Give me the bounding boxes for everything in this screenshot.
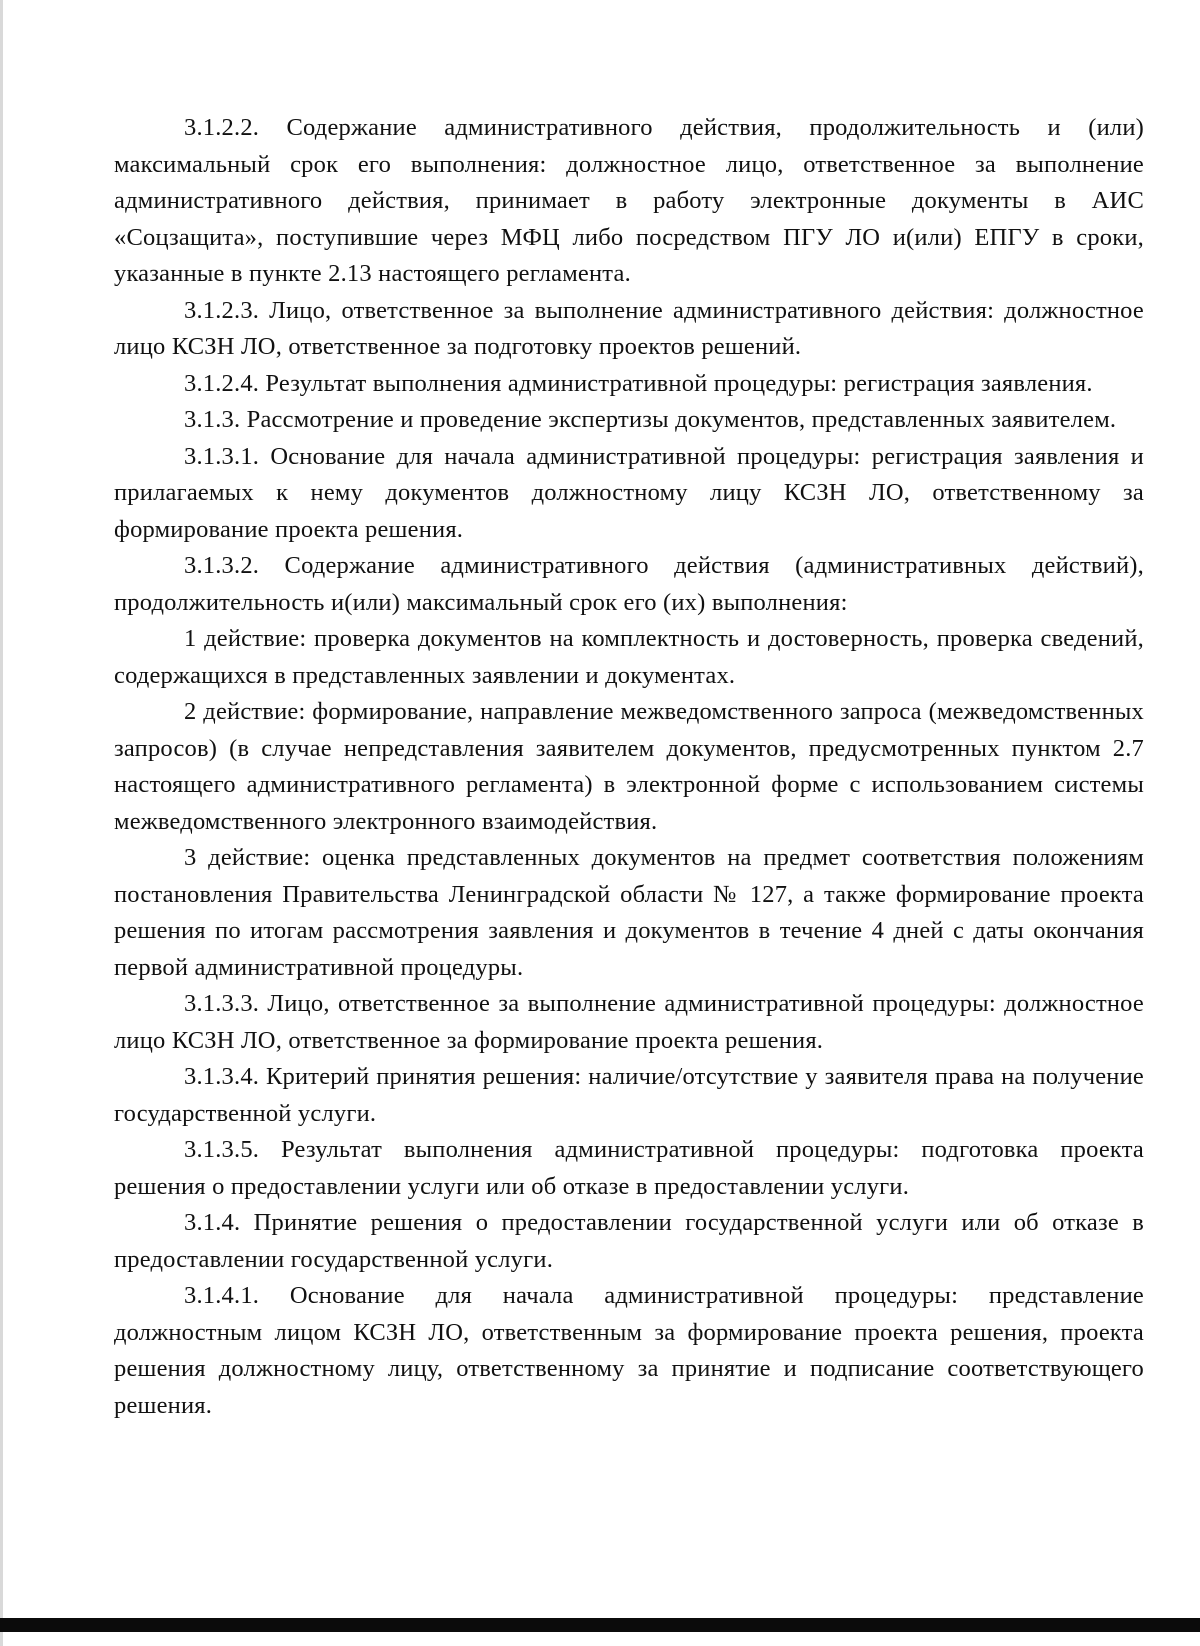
scan-left-edge <box>0 0 3 1646</box>
paragraph-action-1: 1 действие: проверка документов на комплектность и достоверность, проверка сведений, содержащихся в представленных заявлении и документах. <box>114 625 1144 689</box>
paragraph-3-1-2-3: 3.1.2.3. Лицо, ответственное за выполнение административного действия: должностное лицо КСЗН ЛО, ответственное за подготовку проектов решений. <box>114 296 1144 360</box>
scan-bottom-edge <box>0 1618 1200 1632</box>
paragraph-action-2: 2 действие: формирование, направление межведомственного запроса (межведомственных запросов) (в случае непредставления заявителем документов, предусмотренных пунктом 2.7 настоящего административного регламента) в электронной форме с использованием системы межведомственного электронного взаимодействия. <box>114 698 1144 835</box>
paragraph-3-1-2-2: 3.1.2.2. Содержание административного действия, продолжительность и (или) максимальный срок его выполнения: должностное лицо, ответственное за выполнение административного действия, принимает в работу электронные документы в АИС «Соцзащита», поступившие через МФЦ либо посредством ПГУ ЛО и(или) ЕПГУ в сроки, указанные в пункте 2.13 настоящего регламента. <box>114 114 1144 287</box>
paragraph-3-1-3-5: 3.1.3.5. Результат выполнения административной процедуры: подготовка проекта решения о предоставлении услуги или об отказе в предоставлении услуги. <box>114 1136 1144 1200</box>
paragraph-3-1-2-4: 3.1.2.4. Результат выполнения административной процедуры: регистрация заявления. <box>184 369 1093 397</box>
paragraph-3-1-3-3: 3.1.3.3. Лицо, ответственное за выполнение административной процедуры: должностное лицо КСЗН ЛО, ответственное за формирование проекта решения. <box>114 990 1144 1054</box>
document-body <box>114 110 1144 1424</box>
paragraph-3-1-4: 3.1.4. Принятие решения о предоставлении государственной услуги или об отказе в предоставлении государственной услуги. <box>114 1209 1144 1273</box>
paragraph-action-3: 3 действие: оценка представленных документов на предмет соответствия положениям постановления Правительства Ленинградской области № 127, а также формирование проекта решения по итогам рассмотрения заявления и документов в течение 4 дней с даты окончания первой административной процедуры. <box>114 844 1144 981</box>
paragraph-3-1-3-2: 3.1.3.2. Содержание административного действия (административных действий), продолжительность и(или) максимальный срок его (их) выполнения: <box>114 552 1144 616</box>
paragraph-3-1-3: 3.1.3. Рассмотрение и проведение экспертизы документов, представленных заявителем. <box>184 406 1117 433</box>
paragraph-3-1-4-1: 3.1.4.1. Основание для начала административной процедуры: представление должностным лицом КСЗН ЛО, ответственным за формирование проекта решения, проекта решения должностному лицу, ответственному за принятие и подписание соответствующего решения. <box>114 1282 1144 1419</box>
paragraph-3-1-3-1: 3.1.3.1. Основание для начала административной процедуры: регистрация заявления и прилагаемых к нему документов должностному лицу КСЗН ЛО, ответственному за формирование проекта решения. <box>114 442 1144 543</box>
paragraph-3-1-3-4: 3.1.3.4. Критерий принятия решения: наличие/отсутствие у заявителя права на получение государственной услуги. <box>114 1063 1144 1127</box>
